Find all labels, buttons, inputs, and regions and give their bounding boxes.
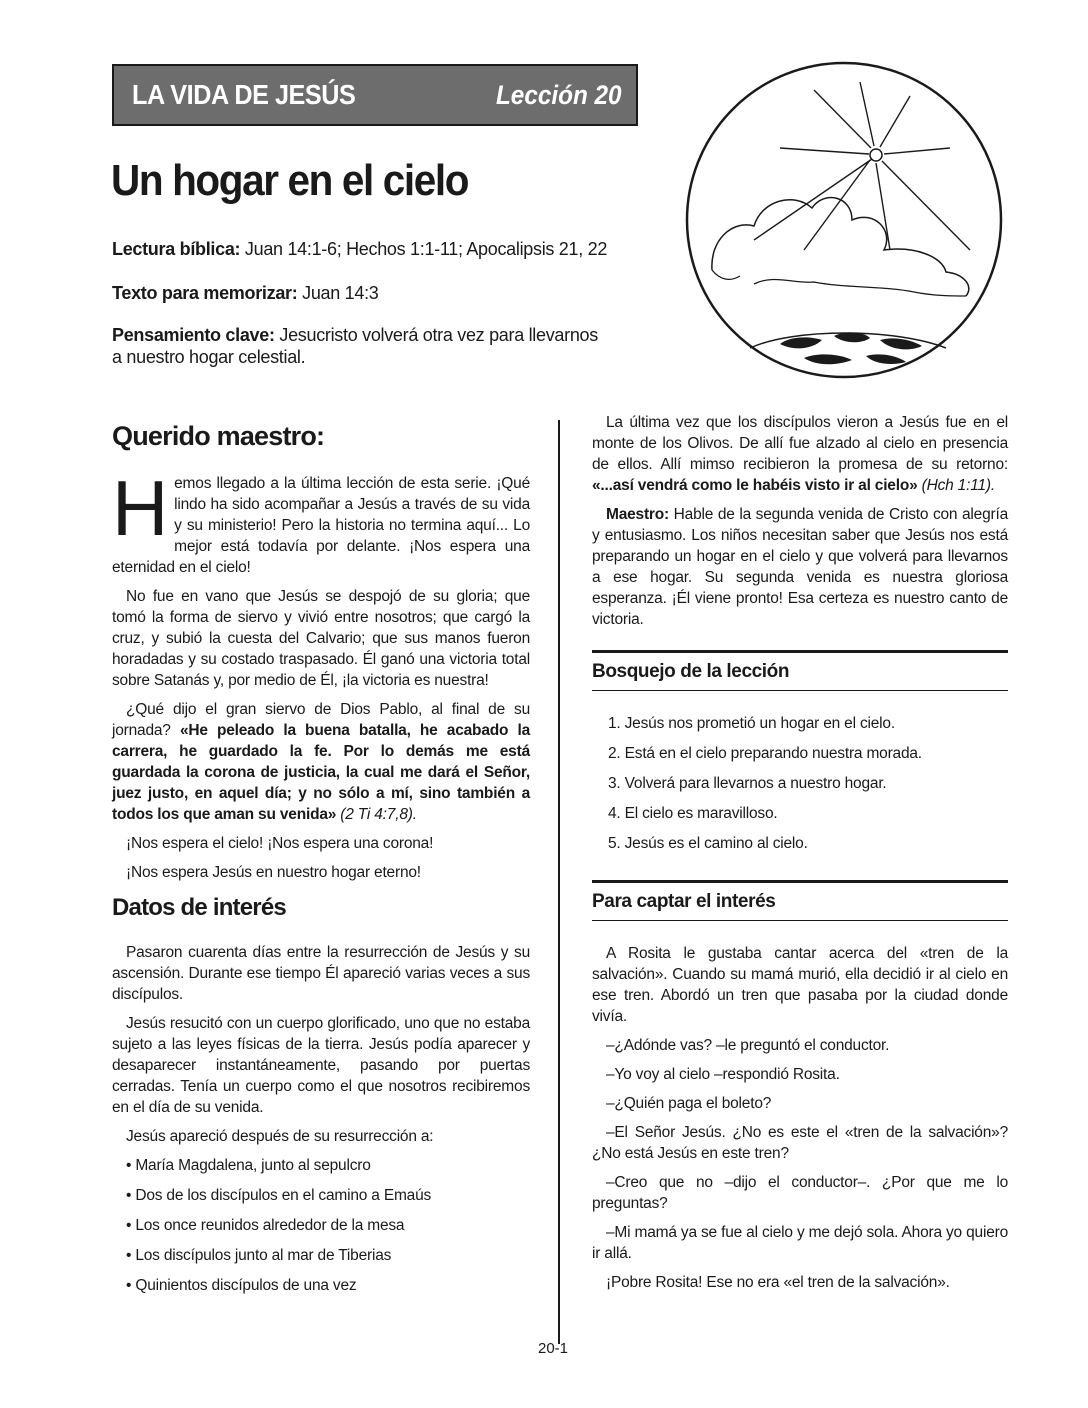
acts-quote: «...así vendrá como le habéis visto ir al cielo»: [592, 477, 918, 494]
teacher-note-label: Maestro:: [606, 506, 669, 523]
illustration-circle: [687, 63, 1001, 377]
story-paragraph: A Rosita le gustaba cantar acerca del «tren de la salvación». Cuando su mamá murió, ella decidió ir al cielo en ese tren. Abordó un tren que pasaba por la ciudad donde vivía.: [592, 945, 1008, 1025]
list-item: 5. Jesús es el camino al cielo.: [608, 835, 808, 852]
paragraph: ¡Nos espera el cielo! ¡Nos espera una corona!: [126, 835, 434, 852]
dear-teacher-heading: Querido maestro:: [112, 421, 325, 451]
right-column: [592, 412, 1008, 1301]
list-item: • Los once reunidos alrededor de la mesa: [126, 1215, 530, 1236]
list-item: 2. Está en el cielo preparando nuestra morada.: [608, 745, 922, 762]
list-item: 1. Jesús nos prometió un hogar en el cielo.: [608, 715, 895, 732]
column-divider: [558, 420, 560, 1344]
series-banner: [112, 64, 638, 126]
key-thought: [112, 324, 612, 368]
list-item: • María Magdalena, junto al sepulcro: [126, 1155, 530, 1176]
sun-rays-icon: [754, 82, 970, 250]
lesson-number: Lección 20: [496, 79, 622, 110]
pablo-quote: «He peleado la buena batalla, he acabado la carrera, he guardado la fe. Por lo demás me está guardada la corona de justicia, la cual me dará el Señor, juez justo, en aquel día; y no sólo a mí, sino también a todos los que aman su venida»: [112, 722, 530, 823]
fact-paragraph: Jesús apareció después de su resurrección a:: [126, 1128, 434, 1145]
paragraph: ¿Qué dijo el gran siervo de Dios Pablo, al final de su jornada? «He peleado la buena batalla, he acabado la carrera, he guardado la fe. Por lo demás me está guardada la corona de justicia, la cual me dará el Señor, juez justo, en aquel día; y no sólo a mí, sino también a todos los que aman su venida» (2 Ti 4:7,8).: [112, 701, 530, 823]
drop-cap: H: [112, 464, 169, 552]
story-paragraph: –¿Quién paga el boleto?: [606, 1095, 772, 1112]
bible-reading-value: Juan 14:1-6; Hechos 1:1-11; Apocalipsis 21, 22: [240, 239, 608, 259]
story-paragraph: –Yo voy al cielo –respondió Rosita.: [606, 1066, 840, 1083]
teacher-note: Maestro: Hable de la segunda venida de Cristo con alegría y entusiasmo. Los niños necesitan saber que Jesús nos está preparando un hogar en el cielo y que volverá para llevarnos a ese hogar. Su segunda venida es nuestra gloriosa esperanza. ¡Él viene pronto! Esa certeza es nuestro canto de victoria.: [592, 506, 1008, 628]
memory-verse-value: Juan 14:3: [297, 283, 379, 303]
appearances-list: [112, 1155, 530, 1296]
memory-verse-label: Texto para memorizar:: [112, 283, 298, 303]
sky-illustration: [684, 60, 1004, 380]
list-item: • Quinientos discípulos de una vez: [126, 1275, 530, 1296]
list-item: 4. El cielo es maravilloso.: [608, 805, 778, 822]
outline-heading: Bosquejo de la lección: [592, 650, 1008, 691]
interest-heading: Para captar el interés: [592, 880, 1008, 921]
list-item: • Dos de los discípulos en el camino a Emaús: [126, 1185, 530, 1206]
fact-paragraph: Pasaron cuarenta días entre la resurrección de Jesús y su ascensión. Durante ese tiempo Él apareció varias veces a sus discípulos.: [112, 944, 530, 1003]
page-number: 20-1: [538, 1340, 569, 1357]
story-paragraph: –Creo que no –dijo el conductor–. ¿Por que me lo preguntas?: [592, 1174, 1008, 1212]
memory-verse: [112, 282, 672, 304]
quote-reference: (2 Ti 4:7,8).: [336, 806, 417, 823]
story-paragraph: –¿Adónde vas? –le preguntó el conductor.: [606, 1037, 890, 1054]
quote-reference: (Hch 1:11).: [917, 477, 995, 494]
facts-heading: Datos de interés: [112, 894, 286, 921]
story-paragraph: –El Señor Jesús. ¿No es este el «tren de la salvación»? ¿No está Jesús en este tren?: [592, 1124, 1008, 1162]
story-paragraph: ¡Pobre Rosita! Ese no era «el tren de la salvación».: [606, 1274, 950, 1291]
lesson-outline: [592, 713, 1008, 854]
paragraph: La última vez que los discípulos vieron a Jesús fue en el monte de los Olivos. De allí fue alzado al cielo en presencia de ellos. Allí mimso recibieron la promesa de su retorno: «...así vendrá como le habéis visto ir al cielo» (Hch 1:11).: [592, 414, 1008, 494]
list-item: 3. Volverá para llevarnos a nuestro hogar.: [608, 775, 887, 792]
left-column: [112, 420, 530, 1305]
bible-reading-label: Lectura bíblica:: [112, 239, 241, 259]
cloud-icon: [712, 198, 969, 296]
page-title: Un hogar en el cielo: [111, 156, 469, 205]
intro-text: emos llegado a la última lección de esta serie. ¡Qué lindo ha sido acompañar a Jesús a través de su vida y su ministerio! Pero la historia no termina aquí... Lo mejor está todavía por delante. ¡Nos espera una eternidad en el cielo!: [112, 475, 530, 576]
paragraph: ¡Nos espera Jesús en nuestro hogar eterno!: [126, 864, 421, 881]
fact-paragraph: Jesús resucitó con un cuerpo glorificado, uno que no estaba sujeto a las leyes físicas de la tierra. Jesús podía aparecer y desaparecer instantáneamente, pasando por puertas cerradas. Tenía un cuerpo como el que nosotros recibiremos en el día de su venida.: [112, 1015, 530, 1116]
paragraph: No fue en vano que Jesús se despojó de su gloria; que tomó la forma de siervo y vivió entre nosotros; que cargó la cruz, y subió la cuesta del Calvario; que sus manos fueron horadadas y su costado traspasado. Él ganó una victoria total sobre Satanás y, por medio de Él, ¡la victoria es nuestra!: [112, 588, 530, 689]
series-title: LA VIDA DE JESÚS: [132, 79, 356, 110]
story-paragraph: –Mi mamá ya se fue al cielo y me dejó sola. Ahora yo quiero ir allá.: [592, 1224, 1008, 1262]
intro-paragraph: [112, 464, 530, 578]
bible-reading: [112, 238, 672, 260]
key-thought-value: Jesucristo volverá otra vez para llevarnos a nuestro hogar celestial.: [112, 325, 598, 367]
key-thought-label: Pensamiento clave:: [112, 325, 275, 345]
list-item: • Los discípulos junto al mar de Tiberias: [126, 1245, 530, 1266]
